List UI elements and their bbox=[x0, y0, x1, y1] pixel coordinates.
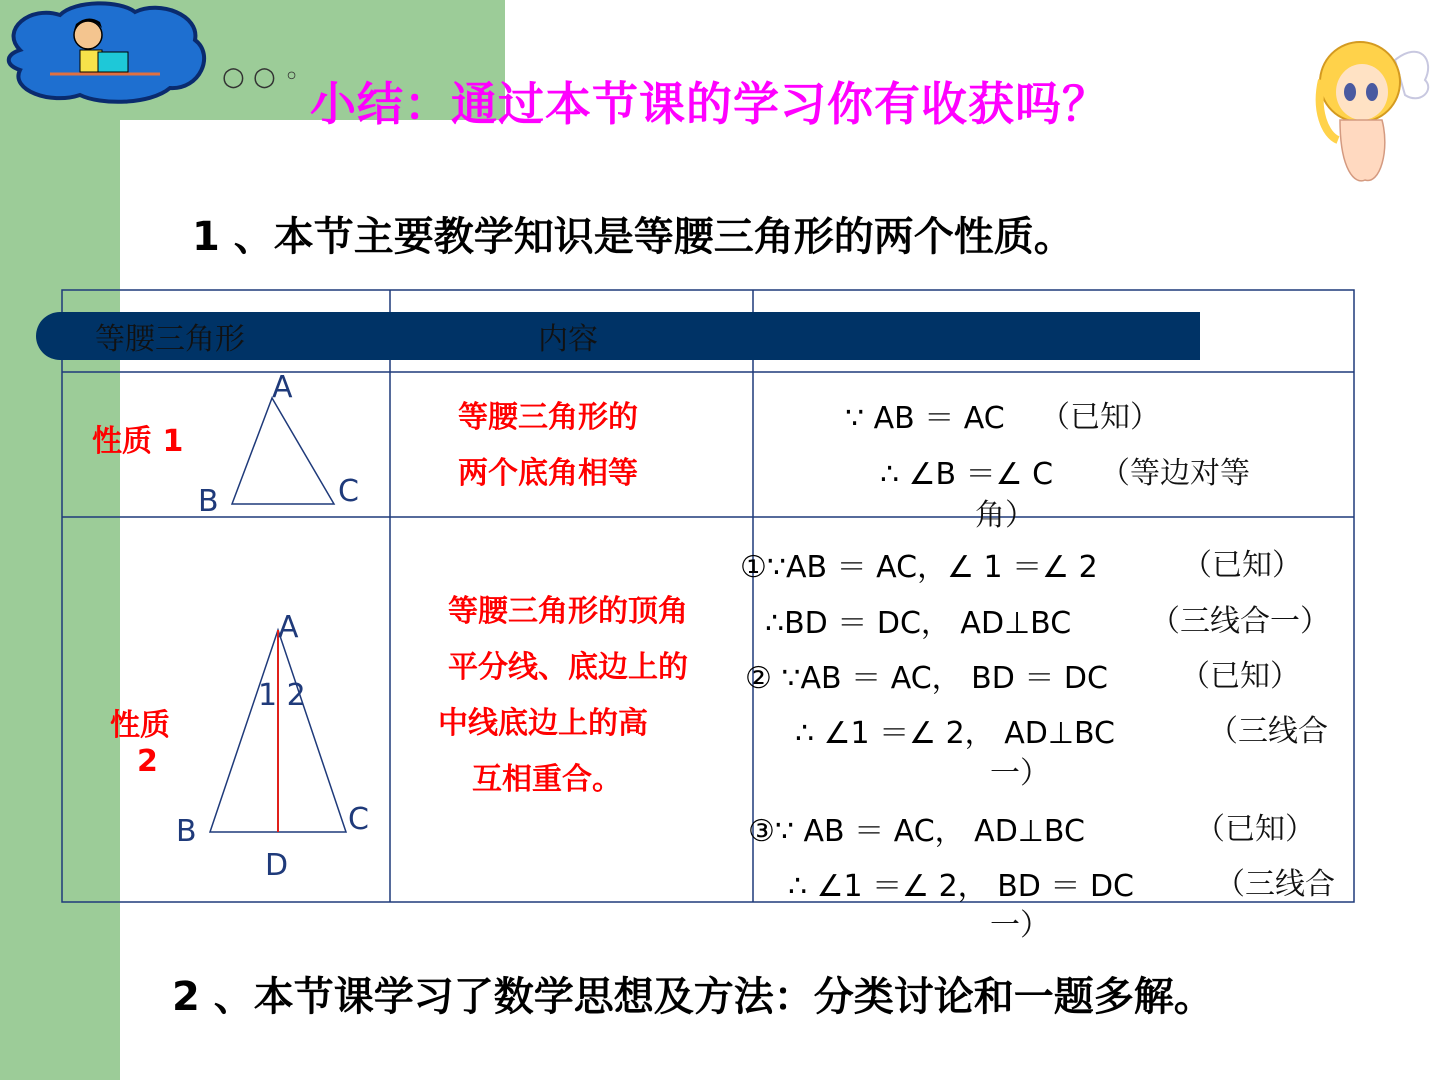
section-2-heading: 2 、本节课学习了数学思想及方法：分类讨论和一题多解。 bbox=[172, 974, 1214, 1020]
triangle1-vertex-c: C bbox=[338, 474, 359, 509]
property-2-proof-2-conclusion-note-wrap: 一） bbox=[990, 756, 1050, 791]
property-1-proof-given-note: （已知） bbox=[1040, 400, 1160, 435]
property-2-proof-2-given-note: （已知） bbox=[1180, 659, 1300, 694]
property-1-proof-conclusion: ∴ ∠B ＝∠ C bbox=[880, 457, 1054, 492]
triangle2-vertex-b: B bbox=[176, 814, 197, 849]
property-2-content-line4: 互相重合。 bbox=[472, 762, 622, 797]
property-2-proof-3-conclusion-note: （三线合 bbox=[1215, 867, 1335, 902]
triangle2-vertex-c: C bbox=[348, 802, 369, 837]
property-2-proof-1-given: ①∵AB ＝ AC，∠ 1 ＝∠ 2 bbox=[740, 550, 1098, 585]
isosceles-triangle-diagram-2 bbox=[200, 620, 370, 850]
property-2-proof-1-given-note: （已知） bbox=[1182, 548, 1302, 583]
header-col-content: 内容 bbox=[538, 322, 598, 357]
property-2-proof-1-conclusion: ∴BD ＝ DC， AD⊥BC bbox=[765, 606, 1072, 641]
property-2-proof-3-conclusion: ∴ ∠1 ＝∠ 2， BD ＝ DC bbox=[788, 869, 1134, 904]
triangle2-vertex-d: D bbox=[265, 848, 289, 883]
triangle1-vertex-b: B bbox=[198, 484, 219, 519]
property-1-content-line2: 两个底角相等 bbox=[458, 456, 638, 491]
triangle1-vertex-a: A bbox=[272, 370, 293, 405]
property-2-content-line1: 等腰三角形的顶角 bbox=[448, 594, 688, 629]
thought-bubbles: ○ ○ ◦ bbox=[222, 62, 300, 92]
property-2-proof-3-given: ③∵ AB ＝ AC， AD⊥BC bbox=[748, 814, 1085, 849]
property-1-proof-given: ∵ AB ＝ AC bbox=[845, 401, 1005, 436]
property-2-label: 性质 bbox=[110, 708, 170, 743]
property-2-proof-2-conclusion-note: （三线合 bbox=[1208, 714, 1328, 749]
property-2-proof-3-given-note: （已知） bbox=[1195, 812, 1315, 847]
property-2-label-number: 2 bbox=[137, 744, 158, 779]
property-1-proof-conclusion-note-wrap: 角） bbox=[975, 498, 1035, 533]
header-col-triangle: 等腰三角形 bbox=[95, 322, 245, 357]
property-2-proof-3-conclusion-note-wrap: 一） bbox=[990, 908, 1050, 943]
property-2-proof-2-given: ② ∵AB ＝ AC， BD ＝ DC bbox=[745, 661, 1108, 696]
page-title: 小结：通过本节课的学习你有收获吗？ bbox=[310, 77, 1109, 131]
property-1-content-line1: 等腰三角形的 bbox=[458, 400, 638, 435]
property-2-proof-2-conclusion: ∴ ∠1 ＝∠ 2， AD⊥BC bbox=[795, 716, 1115, 751]
property-1-proof-conclusion-note: （等边对等 bbox=[1100, 456, 1250, 491]
section-1-heading: 1 、本节主要教学知识是等腰三角形的两个性质。 bbox=[192, 214, 1074, 260]
triangle2-angle-labels: 1 2 bbox=[258, 678, 306, 713]
property-2-content-line3: 中线底边上的高 bbox=[438, 706, 648, 741]
triangle2-vertex-a: A bbox=[278, 610, 299, 645]
property-2-content-line2: 平分线、底边上的 bbox=[448, 650, 688, 685]
property-2-proof-1-conclusion-note: （三线合一） bbox=[1150, 604, 1330, 639]
property-1-label: 性质 1 bbox=[92, 424, 184, 459]
